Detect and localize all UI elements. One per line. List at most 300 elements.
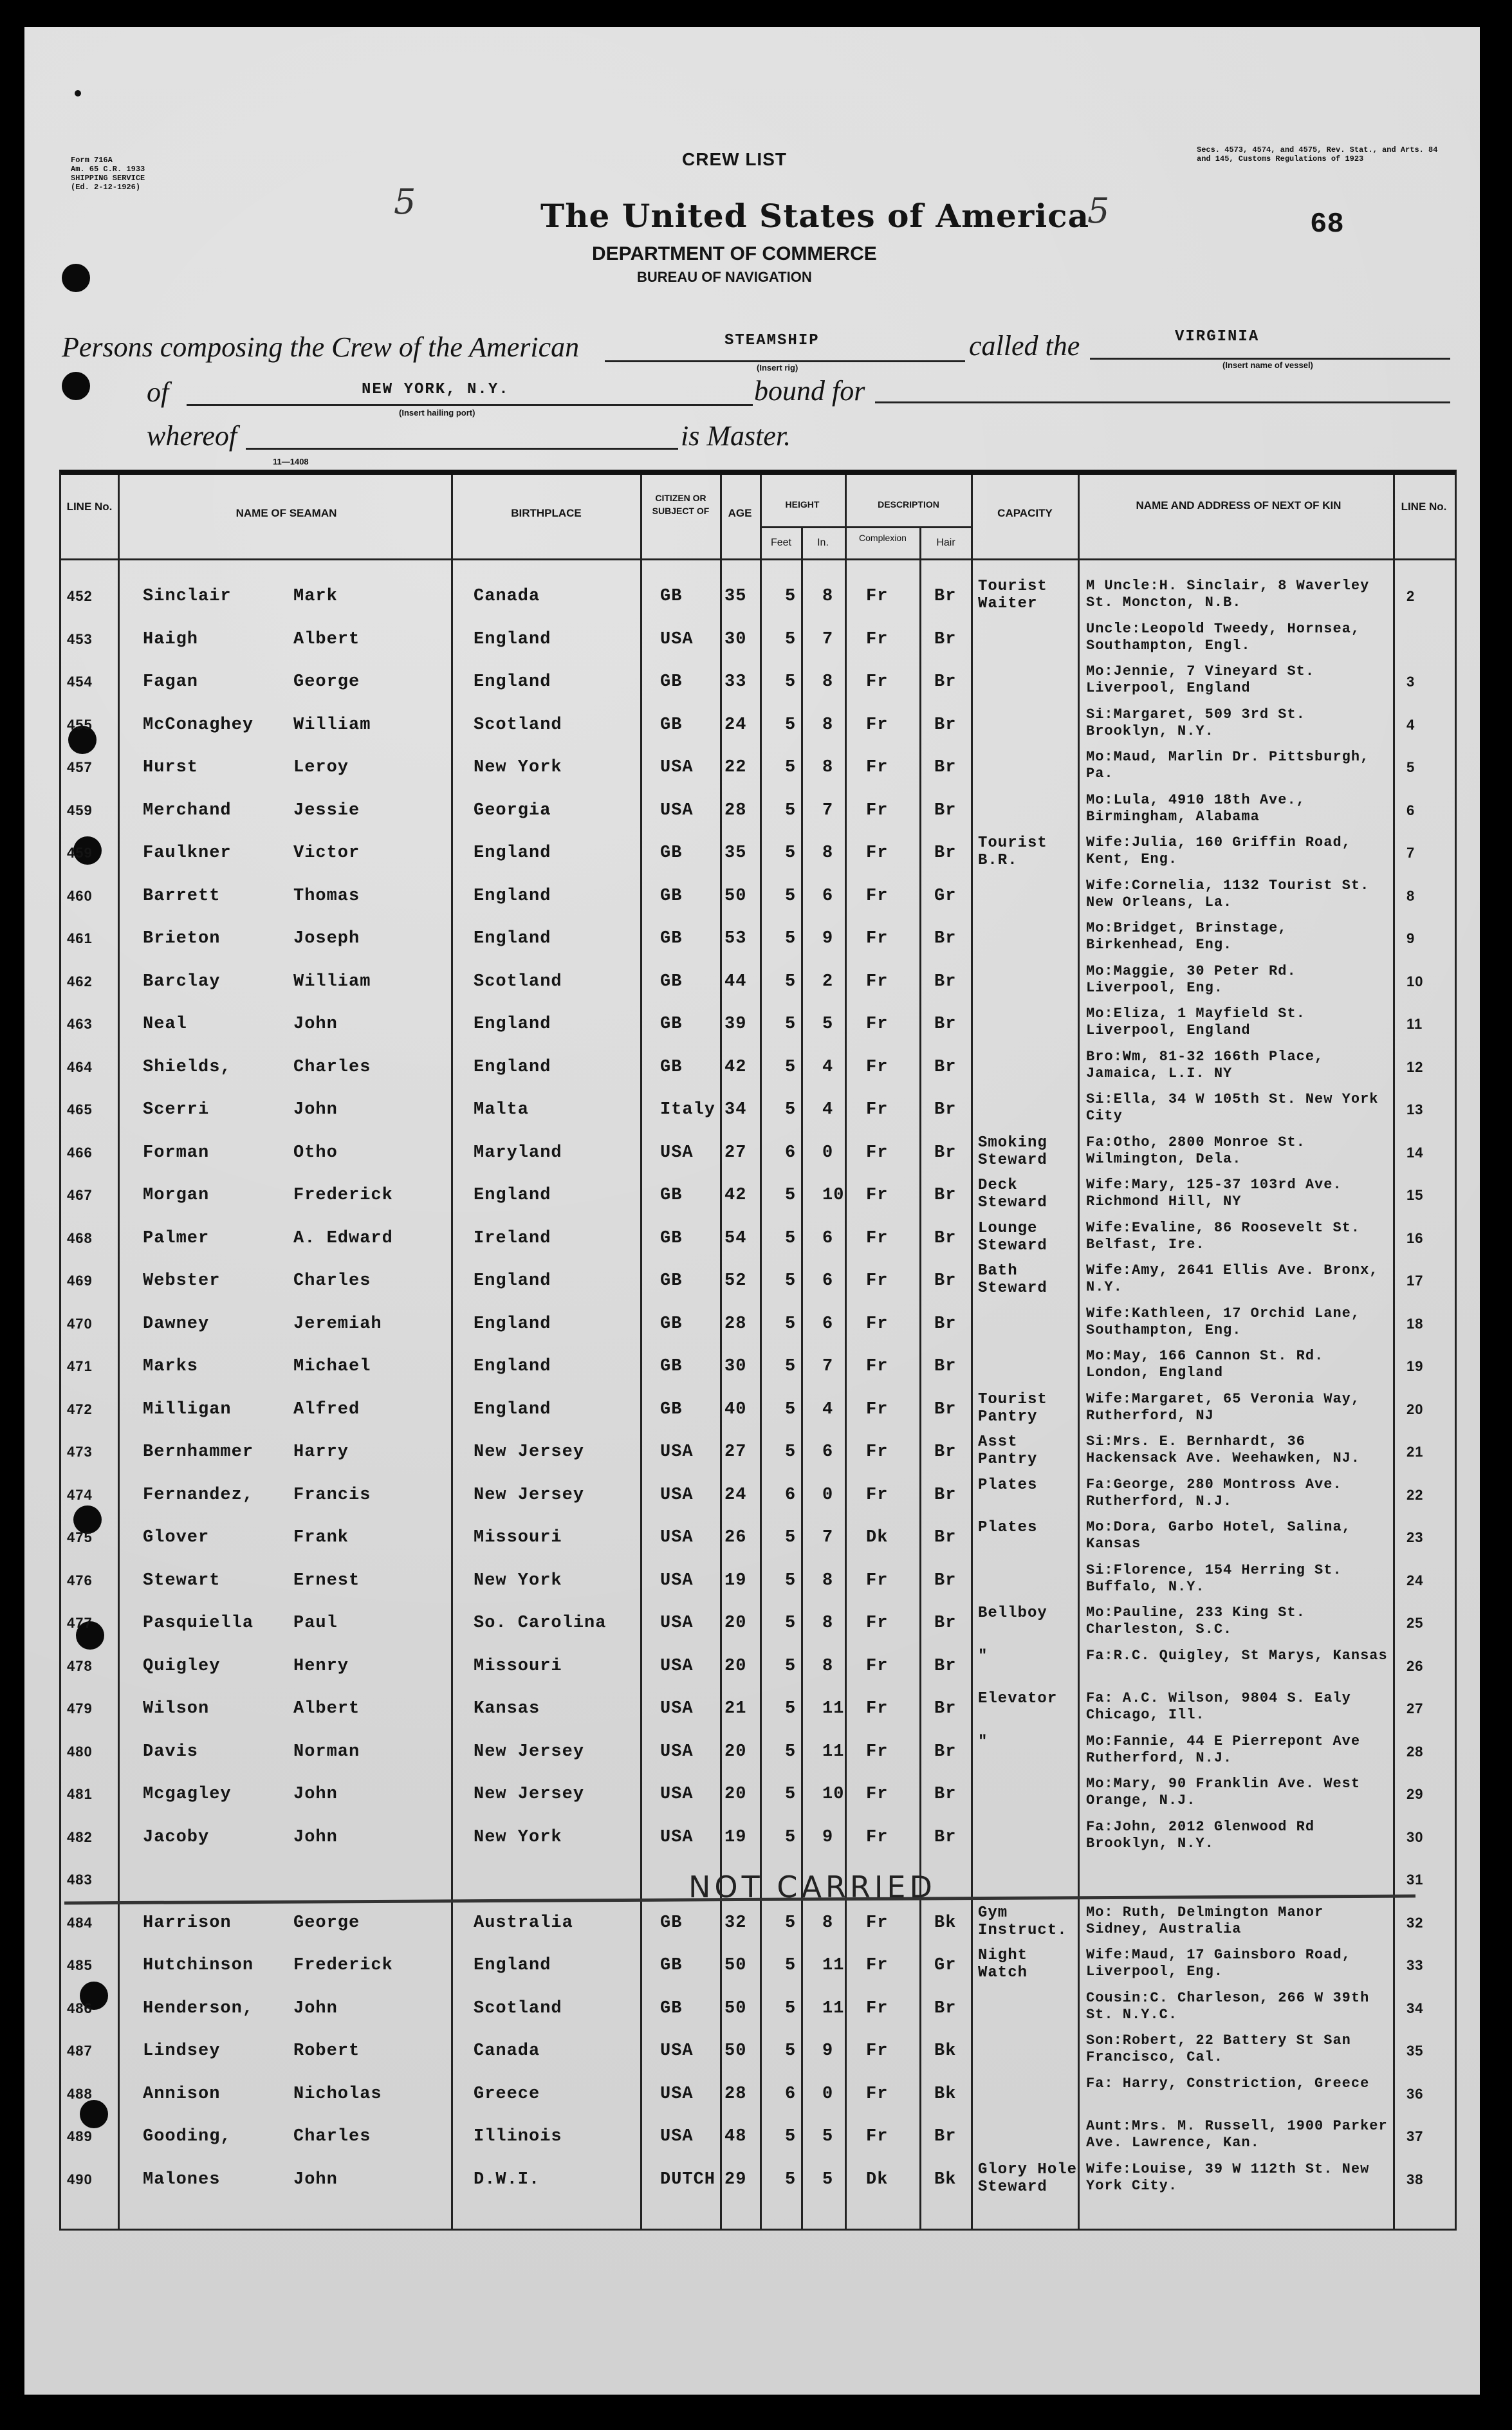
citizenship: USA — [660, 1528, 694, 1547]
next-of-kin: Mo:Maud, Marlin Dr. Pittsburgh, Pa. — [1086, 749, 1370, 782]
line-number-right: 10 — [1406, 973, 1424, 989]
line-number: 459 — [67, 802, 93, 818]
hair: Br — [934, 1399, 957, 1419]
col-header-feet: Feet — [770, 537, 791, 548]
birthplace: New Jersey — [474, 1785, 585, 1804]
line-number-right: 29 — [1406, 1786, 1424, 1802]
line-number-right: 9 — [1406, 930, 1415, 946]
line-number-right: 3 — [1406, 674, 1415, 690]
citizenship: USA — [660, 1742, 694, 1762]
seaman-surname: Marks — [143, 1357, 199, 1376]
hair: Br — [934, 1614, 957, 1633]
line-number-right: 6 — [1406, 802, 1415, 818]
line-number: 465 — [67, 1101, 93, 1118]
age: 20 — [724, 1742, 747, 1762]
citizenship: GB — [660, 1314, 683, 1334]
line-number-right: 19 — [1406, 1358, 1424, 1374]
seaman-surname: Davis — [143, 1742, 199, 1762]
birthplace: New York — [474, 1827, 562, 1847]
complexion: Fr — [866, 1785, 889, 1804]
height-feet: 5 — [785, 1057, 797, 1077]
height-feet: 5 — [785, 1357, 797, 1376]
line-number-right: 22 — [1406, 1486, 1424, 1503]
hair: Br — [934, 1827, 957, 1847]
capacity: Glory Hole Steward — [978, 2160, 1078, 2196]
line-number: 482 — [67, 1828, 93, 1845]
complexion: Fr — [866, 1314, 889, 1334]
line-number-right: 5 — [1406, 759, 1415, 775]
capacity: " — [978, 1733, 988, 1751]
complexion: Fr — [866, 971, 889, 991]
birthplace: New York — [474, 758, 562, 777]
age: 30 — [724, 629, 747, 649]
hair: Br — [934, 1057, 957, 1077]
next-of-kin: Wife:Margaret, 65 Veronia Way, Rutherford, NJ — [1086, 1390, 1361, 1424]
line-number: 457 — [67, 759, 93, 775]
citizenship: Italy — [660, 1100, 716, 1119]
height-feet: 6 — [785, 1485, 797, 1505]
col-header-age: AGE — [728, 507, 752, 519]
seaman-given-name: George — [293, 1913, 360, 1933]
hair: Br — [934, 1442, 957, 1462]
birthplace: New York — [474, 1570, 562, 1590]
capacity: Bellboy — [978, 1605, 1047, 1622]
height-feet: 5 — [785, 587, 797, 606]
hair: Br — [934, 1570, 957, 1590]
seaman-surname: Webster — [143, 1271, 221, 1291]
birthplace: Greece — [474, 2084, 540, 2104]
next-of-kin: Fa: Harry, Constriction, Greece — [1086, 2075, 1370, 2092]
col-header-hair: Hair — [936, 537, 955, 548]
seaman-surname: Lindsey — [143, 2041, 221, 2061]
seaman-surname: Annison — [143, 2084, 221, 2104]
col-header-line-no-right: LINE No. — [1401, 501, 1447, 513]
hair: Br — [934, 1015, 957, 1034]
citizenship: GB — [660, 672, 683, 692]
line-number: 474 — [67, 1486, 93, 1503]
seaman-given-name: Norman — [293, 1742, 360, 1762]
capacity: Bath Steward — [978, 1262, 1047, 1297]
height-inches: 6 — [822, 1271, 834, 1291]
height-feet: 5 — [785, 1656, 797, 1676]
height-feet: 5 — [785, 672, 797, 692]
complexion: Fr — [866, 1913, 889, 1933]
capacity: Deck Steward — [978, 1177, 1047, 1211]
country-heading: The United States of America — [540, 197, 1090, 235]
seaman-surname: Barclay — [143, 971, 221, 991]
age: 24 — [724, 715, 747, 735]
complexion: Fr — [866, 929, 889, 948]
hair: Br — [934, 629, 957, 649]
age: 52 — [724, 1271, 747, 1291]
birthplace: New Jersey — [474, 1485, 585, 1505]
complexion: Fr — [866, 1228, 889, 1248]
seaman-given-name: George — [293, 672, 360, 692]
citizenship: GB — [660, 1228, 683, 1248]
seaman-given-name: Robert — [293, 2041, 360, 2061]
seaman-given-name: Albert — [293, 629, 360, 649]
rule — [875, 401, 1450, 403]
height-feet: 5 — [785, 2041, 797, 2061]
next-of-kin: Si:Margaret, 509 3rd St. Brooklyn, N.Y. — [1086, 706, 1305, 739]
seaman-given-name: Frederick — [293, 1956, 393, 1975]
birthplace: Ireland — [474, 1228, 551, 1248]
next-of-kin: Wife:Amy, 2641 Ellis Ave. Bronx, N.Y. — [1086, 1262, 1379, 1295]
line-number-right: 34 — [1406, 2000, 1424, 2016]
called-label: called the — [969, 330, 1080, 362]
height-inches: 10 — [822, 1186, 845, 1205]
seaman-surname: Glover — [143, 1528, 210, 1547]
seaman-surname: Henderson, — [143, 1998, 254, 2018]
citizenship: USA — [660, 800, 694, 820]
height-feet: 5 — [785, 800, 797, 820]
col-header-line-no: LINE No. — [66, 501, 113, 513]
next-of-kin: Mo:Dora, Garbo Hotel, Salina, Kansas — [1086, 1519, 1351, 1552]
hair: Br — [934, 1357, 957, 1376]
punch-hole — [62, 264, 90, 292]
height-inches: 11 — [822, 1699, 845, 1718]
citizenship: GB — [660, 1913, 683, 1933]
age: 33 — [724, 672, 747, 692]
age: 48 — [724, 2127, 747, 2146]
height-inches: 6 — [822, 886, 834, 906]
line-number-right: 21 — [1406, 1444, 1424, 1460]
of-label: of — [147, 376, 169, 408]
citizenship: USA — [660, 1442, 694, 1462]
birthplace: England — [474, 1314, 551, 1334]
height-inches: 4 — [822, 1100, 834, 1119]
next-of-kin: Cousin:C. Charleson, 266 W 39th St. N.Y.C. — [1086, 1989, 1370, 2023]
age: 27 — [724, 1442, 747, 1462]
line-number-right: 31 — [1406, 1872, 1424, 1888]
col-header-description: DESCRIPTION — [878, 499, 939, 510]
height-inches: 9 — [822, 1827, 834, 1847]
age: 27 — [724, 1143, 747, 1163]
complexion: Fr — [866, 1956, 889, 1975]
next-of-kin: Wife:Julia, 160 Griffin Road, Kent, Eng. — [1086, 834, 1351, 867]
seaman-given-name: Mark — [293, 587, 338, 606]
birthplace: England — [474, 1399, 551, 1419]
citizenship: USA — [660, 2084, 694, 2104]
seaman-surname: Scerri — [143, 1100, 210, 1119]
seaman-given-name: Albert — [293, 1699, 360, 1718]
next-of-kin: Mo:Jennie, 7 Vineyard St. Liverpool, England — [1086, 663, 1315, 696]
birthplace: Georgia — [474, 800, 551, 820]
next-of-kin: Mo:Lula, 4910 18th Ave., Birmingham, Alabama — [1086, 791, 1305, 825]
height-feet: 5 — [785, 1785, 797, 1804]
birthplace: D.W.I. — [474, 2169, 540, 2189]
capacity: Asst Pantry — [978, 1433, 1038, 1468]
line-number: 479 — [67, 1700, 93, 1717]
height-inches: 5 — [822, 2127, 834, 2146]
hair: Br — [934, 1528, 957, 1547]
complexion: Fr — [866, 2041, 889, 2061]
capacity: Plates — [978, 1476, 1038, 1494]
birthplace: So. Carolina — [474, 1614, 607, 1633]
seaman-given-name: Paul — [293, 1614, 338, 1633]
age: 50 — [724, 1998, 747, 2018]
citizenship: GB — [660, 587, 683, 606]
complexion: Fr — [866, 1442, 889, 1462]
seaman-surname: Stewart — [143, 1570, 221, 1590]
height-inches: 8 — [822, 1614, 834, 1633]
hair: Br — [934, 1143, 957, 1163]
seaman-given-name: Jeremiah — [293, 1314, 382, 1334]
next-of-kin: Son:Robert, 22 Battery St San Francisco, Cal. — [1086, 2032, 1351, 2065]
next-of-kin: Wife:Kathleen, 17 Orchid Lane, Southampton, Eng. — [1086, 1305, 1361, 1338]
line-number: 466 — [67, 1144, 93, 1161]
hair: Br — [934, 1699, 957, 1718]
birthplace: England — [474, 1015, 551, 1034]
hair: Br — [934, 715, 957, 735]
line-number-right: 26 — [1406, 1657, 1424, 1674]
col-header-citizen: CITIZEN OR SUBJECT OF — [652, 493, 710, 516]
line-number: 453 — [67, 631, 93, 647]
not-carried-annotation: NOT CARRIED — [688, 1870, 936, 1904]
next-of-kin: Mo:Fannie, 44 E Pierrepont Ave Rutherford, N.J. — [1086, 1733, 1361, 1766]
hair: Br — [934, 1314, 957, 1334]
height-feet: 5 — [785, 758, 797, 777]
line-number-right: 27 — [1406, 1700, 1424, 1717]
line-number-right: 37 — [1406, 2128, 1424, 2144]
line-number: 472 — [67, 1401, 93, 1417]
height-feet: 5 — [785, 715, 797, 735]
height-inches: 5 — [822, 1015, 834, 1034]
birthplace: Missouri — [474, 1528, 562, 1547]
next-of-kin: Mo:Pauline, 233 King St. Charleston, S.C. — [1086, 1605, 1305, 1637]
citizenship: GB — [660, 715, 683, 735]
hair: Br — [934, 587, 957, 606]
seaman-surname: Faulkner — [143, 843, 232, 863]
line-number-right: 38 — [1406, 2171, 1424, 2187]
line-number-right: 36 — [1406, 2085, 1424, 2102]
complexion: Fr — [866, 1570, 889, 1590]
col-header-height: HEIGHT — [785, 499, 820, 510]
citizenship: GB — [660, 1271, 683, 1291]
height-feet: 5 — [785, 929, 797, 948]
line-number-right: 33 — [1406, 1957, 1424, 1973]
height-feet: 5 — [785, 2127, 797, 2146]
form-number: Form 716A Am. 65 C.R. 1933 SHIPPING SERVICE (Ed. 2-12-1926) — [71, 156, 145, 192]
height-inches: 8 — [822, 587, 834, 606]
seaman-given-name: Michael — [293, 1357, 371, 1376]
hair: Br — [934, 1485, 957, 1505]
citizenship: GB — [660, 929, 683, 948]
height-feet: 5 — [785, 1228, 797, 1248]
height-feet: 5 — [785, 2169, 797, 2189]
height-feet: 5 — [785, 1271, 797, 1291]
seaman-given-name: John — [293, 2169, 338, 2189]
vessel-name: VIRGINIA — [1175, 328, 1260, 345]
age: 32 — [724, 1913, 747, 1933]
seaman-surname: Brieton — [143, 929, 221, 948]
seaman-given-name: Jessie — [293, 800, 360, 820]
seaman-given-name: John — [293, 1015, 338, 1034]
seaman-surname: Milligan — [143, 1399, 232, 1419]
line-number: 490 — [67, 2171, 93, 2187]
seaman-given-name: Harry — [293, 1442, 349, 1462]
height-feet: 5 — [785, 1442, 797, 1462]
complexion: Fr — [866, 715, 889, 735]
seaman-given-name: Charles — [293, 1271, 371, 1291]
birthplace: Scotland — [474, 715, 562, 735]
height-inches: 7 — [822, 800, 834, 820]
complexion: Fr — [866, 843, 889, 863]
age: 24 — [724, 1485, 747, 1505]
citizenship: USA — [660, 1143, 694, 1163]
complexion: Fr — [866, 2084, 889, 2104]
line-number: 468 — [67, 1229, 93, 1246]
citizenship: USA — [660, 629, 694, 649]
is-master-label: is Master. — [681, 420, 791, 452]
next-of-kin: Bro:Wm, 81-32 166th Place, Jamaica, L.I. NY — [1086, 1048, 1324, 1082]
birthplace: England — [474, 629, 551, 649]
vessel-type-caption: (Insert rig) — [757, 363, 798, 373]
citizenship: GB — [660, 1015, 683, 1034]
birthplace: England — [474, 1271, 551, 1291]
seaman-given-name: Victor — [293, 843, 360, 863]
vessel-name-caption: (Insert name of vessel) — [1222, 360, 1313, 370]
seaman-given-name: Charles — [293, 1057, 371, 1077]
seaman-given-name: William — [293, 715, 371, 735]
line-number: 464 — [67, 1058, 93, 1075]
next-of-kin: Wife:Maud, 17 Gainsboro Road, Liverpool, Eng. — [1086, 1947, 1351, 1980]
line-number-right: 16 — [1406, 1229, 1424, 1246]
complexion: Fr — [866, 800, 889, 820]
citizenship: GB — [660, 1057, 683, 1077]
citizenship: USA — [660, 1570, 694, 1590]
line-number: 469 — [67, 1273, 93, 1289]
line-number: 455 — [67, 716, 93, 733]
line-number: 471 — [67, 1358, 93, 1374]
citizenship: DUTCH — [660, 2169, 716, 2189]
complexion: Fr — [866, 1827, 889, 1847]
line-number-right: 23 — [1406, 1529, 1424, 1545]
line-number: 470 — [67, 1315, 93, 1332]
age: 42 — [724, 1057, 747, 1077]
height-feet: 6 — [785, 1143, 797, 1163]
citizenship: USA — [660, 2041, 694, 2061]
seaman-surname: Hurst — [143, 758, 199, 777]
complexion: Fr — [866, 629, 889, 649]
seaman-surname: Forman — [143, 1143, 210, 1163]
height-inches: 11 — [822, 1956, 845, 1975]
complexion: Fr — [866, 886, 889, 906]
height-inches: 8 — [822, 843, 834, 863]
complexion: Fr — [866, 1357, 889, 1376]
col-header-inches: In. — [817, 537, 829, 548]
seaman-surname: McConaghey — [143, 715, 254, 735]
seaman-surname: Sinclair — [143, 587, 232, 606]
hair: Br — [934, 1785, 957, 1804]
age: 44 — [724, 971, 747, 991]
statute-reference: Secs. 4573, 4574, and 4575, Rev. Stat., and Arts. 84 and 145, Customs Regulations of 1923 — [1197, 145, 1438, 163]
age: 50 — [724, 2041, 747, 2061]
height-inches: 2 — [822, 971, 834, 991]
hair: Br — [934, 1656, 957, 1676]
line-number: 487 — [67, 2043, 93, 2059]
seaman-given-name: Charles — [293, 2127, 371, 2146]
line-number-right: 20 — [1406, 1401, 1424, 1417]
next-of-kin: Wife:Mary, 125-37 103rd Ave. Richmond Hill, NY — [1086, 1177, 1342, 1210]
age: 29 — [724, 2169, 747, 2189]
line-number-right: 12 — [1406, 1058, 1424, 1075]
seaman-surname: Malones — [143, 2169, 221, 2189]
seaman-surname: Mcgagley — [143, 1785, 232, 1804]
seaman-surname: Barrett — [143, 886, 221, 906]
line-number: 475 — [67, 1529, 93, 1545]
citizenship: USA — [660, 1656, 694, 1676]
seaman-surname: Quigley — [143, 1656, 221, 1676]
citizenship: GB — [660, 1186, 683, 1205]
next-of-kin: Uncle:Leopold Tweedy, Hornsea, Southampton, Engl. — [1086, 620, 1361, 654]
complexion: Dk — [866, 2169, 889, 2189]
line-number: 478 — [67, 1657, 93, 1674]
age: 21 — [724, 1699, 747, 1718]
capacity: Lounge Steward — [978, 1219, 1047, 1255]
line-number: 454 — [67, 674, 93, 690]
height-feet: 6 — [785, 2084, 797, 2104]
citizenship: USA — [660, 1827, 694, 1847]
age: 22 — [724, 758, 747, 777]
hair: Gr — [934, 1956, 957, 1975]
height-inches: 6 — [822, 1228, 834, 1248]
citizenship: GB — [660, 1357, 683, 1376]
next-of-kin: Fa: A.C. Wilson, 9804 S. Ealy Chicago, Ill. — [1086, 1690, 1351, 1723]
col-header-capacity: CAPACITY — [997, 507, 1053, 519]
citizenship: GB — [660, 1956, 683, 1975]
next-of-kin: Mo:Bridget, Brinstage, Birkenhead, Eng. — [1086, 920, 1287, 953]
height-feet: 5 — [785, 971, 797, 991]
seaman-given-name: Alfred — [293, 1399, 360, 1419]
complexion: Fr — [866, 2127, 889, 2146]
hair: Br — [934, 800, 957, 820]
seaman-given-name: Henry — [293, 1656, 349, 1676]
col-header-complexion: Complexion — [859, 533, 907, 543]
height-feet: 5 — [785, 1742, 797, 1762]
line-number-right: 8 — [1406, 887, 1415, 904]
age: 26 — [724, 1528, 747, 1547]
next-of-kin: Mo: Ruth, Delmington Manor Sidney, Australia — [1086, 1904, 1324, 1937]
page-number: 68 — [1310, 208, 1344, 241]
age: 39 — [724, 1015, 747, 1034]
height-inches: 6 — [822, 1314, 834, 1334]
line-number-right: 15 — [1406, 1187, 1424, 1203]
next-of-kin: Si:Ella, 34 W 105th St. New York City — [1086, 1091, 1379, 1124]
col-header-next-of-kin: NAME AND ADDRESS OF NEXT OF KIN — [1136, 499, 1341, 511]
age: 35 — [724, 587, 747, 606]
age: 42 — [724, 1186, 747, 1205]
hair: Bk — [934, 2169, 957, 2189]
next-of-kin: Fa:Otho, 2800 Monroe St. Wilmington, Dela. — [1086, 1134, 1305, 1167]
line-number-right: 14 — [1406, 1144, 1424, 1161]
birthplace: Canada — [474, 2041, 540, 2061]
line-number: 467 — [67, 1187, 93, 1203]
hair: Bk — [934, 1913, 957, 1933]
height-inches: 4 — [822, 1399, 834, 1419]
seaman-surname: Fagan — [143, 672, 199, 692]
hair: Br — [934, 1100, 957, 1119]
rule — [605, 360, 965, 362]
birthplace: Malta — [474, 1100, 530, 1119]
height-feet: 5 — [785, 1827, 797, 1847]
line-number: 483 — [67, 1872, 93, 1888]
next-of-kin: Si:Florence, 154 Herring St. Buffalo, N.Y. — [1086, 1561, 1342, 1595]
capacity: Plates — [978, 1519, 1038, 1536]
seaman-surname: Hutchinson — [143, 1956, 254, 1975]
height-inches: 7 — [822, 1357, 834, 1376]
line-number: 476 — [67, 1572, 93, 1588]
